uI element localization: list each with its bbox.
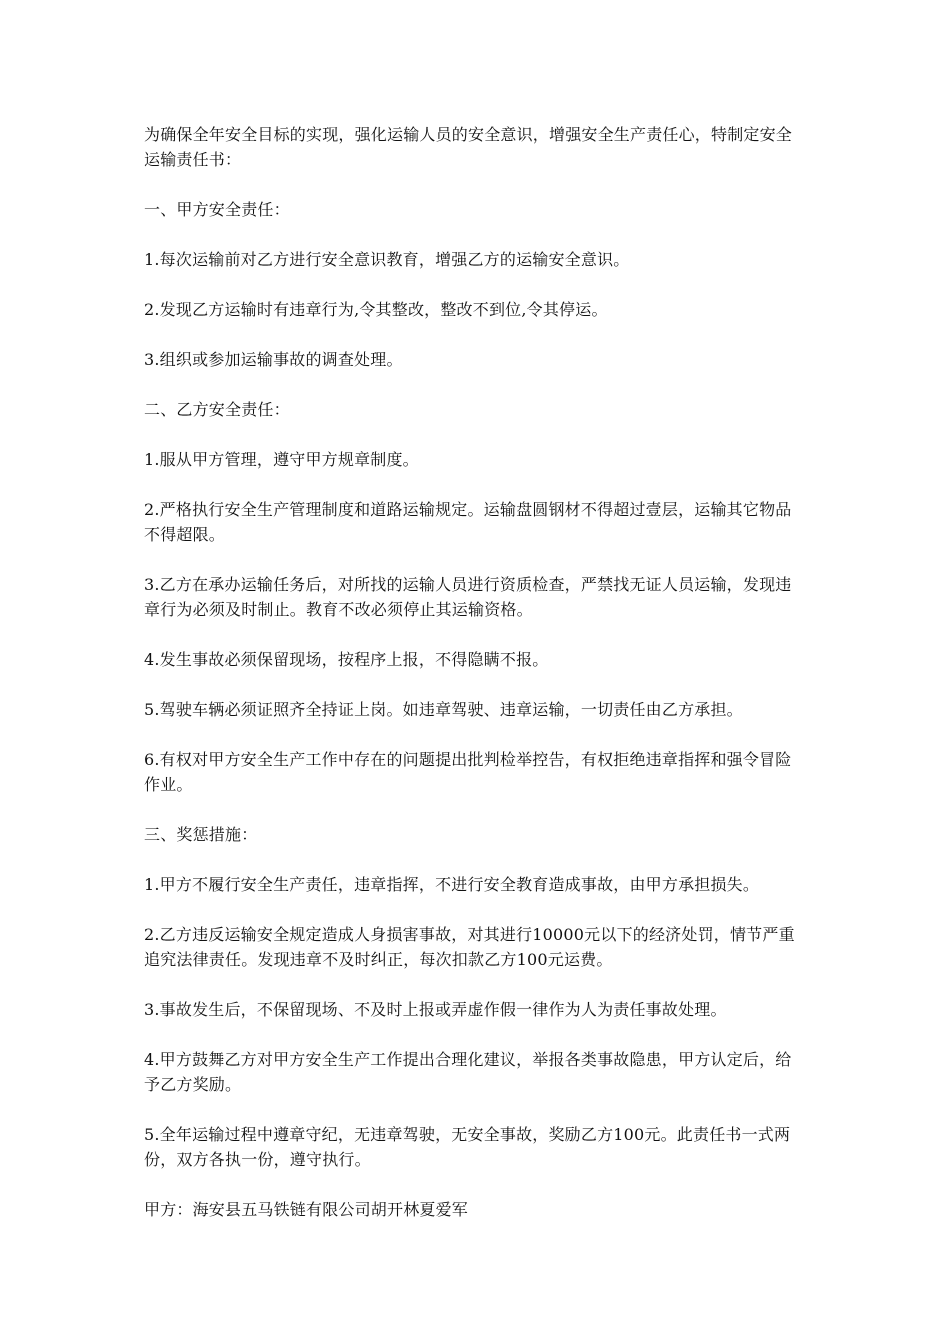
rewards-item-2: 2.乙方违反运输安全规定造成人身损害事故，对其进行10000元以下的经济处罚，情节严重追究法律责任。发现违章不及时纠正，每次扣款乙方100元运费。 bbox=[144, 925, 795, 969]
party-b-item-3: 3.乙方在承办运输任务后，对所找的运输人员进行资质检查，严禁找无证人员运输，发现违章行为必须及时制止。教育不改必须停止其运输资格。 bbox=[144, 575, 792, 619]
rewards-item-4: 4.甲方鼓舞乙方对甲方安全生产工作提出合理化建议，举报各类事故隐患，甲方认定后，给予乙方奖励。 bbox=[144, 1050, 792, 1094]
rewards-item-1: 1.甲方不履行安全生产责任，违章指挥，不进行安全教育造成事故，由甲方承担损失。 bbox=[144, 875, 760, 894]
party-b-item-4: 4.发生事故必须保留现场，按程序上报，不得隐瞒不报。 bbox=[144, 650, 549, 669]
party-b-item-5: 5.驾驶车辆必须证照齐全持证上岗。如违章驾驶、违章运输，一切责任由乙方承担。 bbox=[144, 700, 743, 719]
party-b-item-1: 1.服从甲方管理，遵守甲方规章制度。 bbox=[144, 450, 419, 469]
party-a-signature-line: 甲方：海安县五马铁链有限公司胡开林夏爱军 bbox=[144, 1200, 469, 1219]
party-b-item-6: 6.有权对甲方安全生产工作中存在的问题提出批判检举控告，有权拒绝违章指挥和强令冒险作业。 bbox=[144, 750, 792, 794]
rewards-item-3: 3.事故发生后，不保留现场、不及时上报或弄虚作假一律作为人为责任事故处理。 bbox=[144, 1000, 727, 1019]
party-a-item-3: 3.组织或参加运输事故的调查处理。 bbox=[144, 350, 403, 369]
party-a-item-2: 2.发现乙方运输时有违章行为,令其整改，整改不到位,令其停运。 bbox=[144, 300, 608, 319]
intro-paragraph: 为确保全年安全目标的实现，强化运输人员的安全意识，增强安全生产责任心，特制定安全运输责任书： bbox=[144, 125, 793, 169]
section-heading-rewards: 三、奖惩措施： bbox=[144, 825, 258, 844]
party-a-item-1: 1.每次运输前对乙方进行安全意识教育，增强乙方的运输安全意识。 bbox=[144, 250, 630, 269]
rewards-item-5: 5.全年运输过程中遵章守纪，无违章驾驶，无安全事故，奖励乙方100元。此责任书一式两份，双方各执一份，遵守执行。 bbox=[144, 1125, 791, 1169]
document-body bbox=[144, 122, 806, 1247]
party-b-item-2: 2.严格执行安全生产管理制度和道路运输规定。运输盘圆钢材不得超过壹层，运输其它物品不得超限。 bbox=[144, 500, 792, 544]
section-heading-party-a: 一、甲方安全责任： bbox=[144, 200, 290, 219]
section-heading-party-b: 二、乙方安全责任： bbox=[144, 400, 290, 419]
